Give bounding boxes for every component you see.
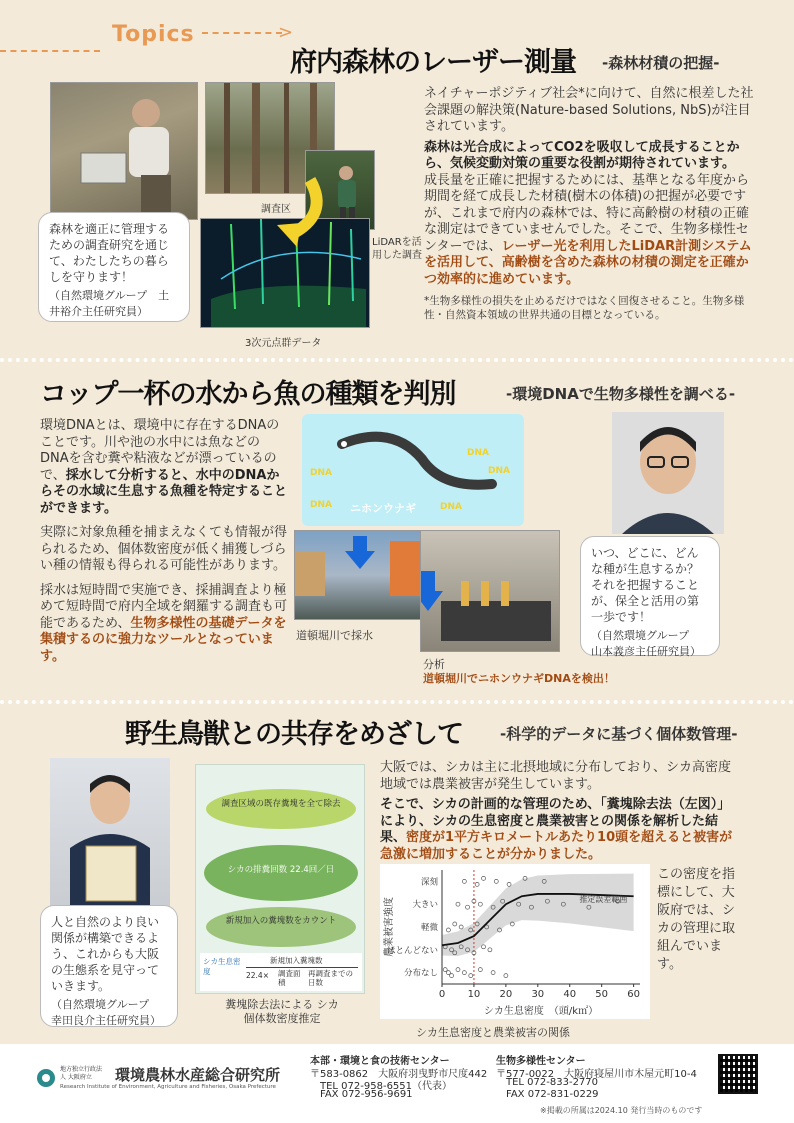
caption-lidar: LiDARを活用した調査 bbox=[372, 237, 422, 261]
chart-x-tick-label: 60 bbox=[627, 989, 640, 1000]
formula-label: シカ生息密度 bbox=[203, 957, 241, 976]
chart-svg bbox=[380, 864, 650, 1019]
chart-point bbox=[504, 974, 508, 978]
dna-label-4: DNA bbox=[310, 500, 332, 510]
researcher2-speech-bubble bbox=[580, 536, 720, 656]
formula-den-a: 22.4× bbox=[246, 971, 269, 980]
arrow-icon: > bbox=[278, 22, 294, 43]
section3-p2-highlight: 密度が1平方キロメートルあたり10頭を超えると被害が急激に増加することが分かりました。 bbox=[380, 830, 733, 862]
section1-subtitle: -森林材積の把握- bbox=[602, 54, 720, 72]
dna-label-3: DNA bbox=[488, 466, 510, 476]
fecal-removal-diagram bbox=[195, 764, 365, 994]
diagram-step1: 調査区域の既存糞塊を全て除去 bbox=[206, 789, 356, 829]
topics-label: Topics bbox=[112, 22, 195, 47]
bubble1-text: 森林を適正に管理するための調査研究を通じて、わたしたちの暮らしを守ります！ bbox=[49, 222, 170, 284]
org-logo-icon bbox=[36, 1068, 56, 1088]
chart-point bbox=[443, 968, 447, 972]
section1-intro: ネイチャーポジティブ社会*に向けて、自然に根差した社会課題の解決策(Nature-based Solutions, NbS)が注目されています。 bbox=[424, 86, 754, 134]
section2-p2: 実際に対象魚種を捕まえなくても情報が得られるため、個体数密度が低く捕獲しづらい種の情報も得られる可能性があります。 bbox=[40, 525, 288, 573]
chart-point bbox=[494, 879, 498, 883]
chart-x-tick-label: 10 bbox=[467, 989, 481, 1000]
caption-point-cloud: 3次元点群データ bbox=[245, 338, 322, 349]
chart-x-tick-label: 0 bbox=[438, 989, 446, 1000]
section1-body-a: 成長量を正確に把握するためには、基準となる年度から期間を経て成長した材積(樹木の体積)の把握が必要ですが、これまで府内の森林では、特に高齢樹の材積の正確な測定はできていませんでした。そこで、生物多様性センターでは、 bbox=[424, 172, 750, 254]
section2-p1-b: 採水して分析すると、水中のDNAからその水域に生息する魚種を特定することができます。 bbox=[40, 467, 288, 516]
yellow-arrow-icon bbox=[255, 175, 335, 255]
chart-point bbox=[462, 879, 466, 883]
dotonbori-river-photo bbox=[294, 530, 424, 620]
chart-x-tick-label: 40 bbox=[563, 989, 577, 1000]
section1-body bbox=[424, 86, 759, 322]
edna-illustration bbox=[302, 414, 524, 526]
chart-point bbox=[456, 968, 460, 972]
diagram-step2: シカの排糞回数 22.4回／日 bbox=[204, 845, 358, 901]
section3-subtitle: -科学的データに基づく個体数管理- bbox=[500, 725, 738, 743]
bio-tel: TEL 072-833-2770 bbox=[506, 1077, 599, 1088]
chart-point bbox=[478, 902, 482, 906]
section2-subtitle: -環境DNAで生物多様性を調べる- bbox=[506, 385, 736, 403]
section-divider-2 bbox=[0, 700, 794, 704]
section2-p3-b: 生物多様性の基礎データを集積するのに強力なツールとなっています。 bbox=[40, 615, 287, 664]
chart-point bbox=[453, 922, 457, 926]
dna-label-1: DNA bbox=[310, 468, 332, 478]
diagram-caption: 糞塊除去法による シカ個体数密度推定 bbox=[225, 998, 339, 1025]
section1-body-highlight: レーザー光を利用したLiDAR計測システムを活用して、高齢樹を含めた森林の材積の測定を正確かつ効率的に進めています。 bbox=[424, 238, 752, 287]
chart-x-tick-label: 50 bbox=[595, 989, 609, 1000]
chart-y-tick-label: 深刻 bbox=[420, 877, 438, 888]
researcher-field-photo bbox=[50, 82, 198, 220]
chart-y-tick-label: 大きい bbox=[412, 900, 438, 911]
formula-den-c: 再調査までの日数 bbox=[308, 969, 353, 987]
section1-title: 府内森林のレーザー測量 bbox=[290, 47, 576, 78]
chart-error-band bbox=[442, 874, 634, 956]
footer bbox=[0, 1044, 794, 1123]
caption-result: 道頓堀川でニホンウナギDNAを検出！ bbox=[423, 672, 615, 685]
org-name: 環境農林水産総合研究所 bbox=[115, 1066, 281, 1084]
chart-y-label: 農業被害強度 bbox=[384, 897, 395, 957]
dna-label-2: DNA bbox=[467, 448, 489, 458]
section1-lead: 森林は光合成によってCO2を吸収して成長することから、気候変動対策の重要な役割が期待されています。 bbox=[424, 139, 740, 171]
section2-p3-a: 採水は短時間で実施でき、採捕調査より極めて短時間で府内全域を網羅する調査も可能であるため、 bbox=[40, 582, 288, 631]
bubble3-text: 人と自然のより良い関係が構築できるよう、これからも大阪の生態系を見守っていきます。 bbox=[51, 915, 160, 993]
chart-point bbox=[491, 971, 495, 975]
chart-point bbox=[482, 876, 486, 880]
chart-point bbox=[469, 974, 473, 978]
section3-p3: この密度を指標にして、大阪府では、シカの管理に取組んでいます。 bbox=[657, 867, 736, 972]
researcher2-portrait bbox=[612, 412, 724, 534]
chart-y-tick-label: 分布なし bbox=[403, 968, 438, 979]
chart-point bbox=[459, 925, 463, 929]
chart-caption: シカ生息密度と農業被害の関係 bbox=[416, 1026, 570, 1039]
chart-x-label: シカ生息密度 （頭/k㎡） bbox=[483, 1006, 599, 1017]
chart-point bbox=[482, 945, 486, 949]
section1-footnote: *生物多様性の損失を止めるだけではなく回復させること。生物多様性・自然資本領域の世界共通の目標となっている。 bbox=[424, 295, 745, 321]
eel-label: ニホンウナギ bbox=[350, 502, 416, 515]
bubble1-name: （自然環境グループ 土井裕介主任研究員） bbox=[49, 289, 170, 318]
chart-point bbox=[478, 968, 482, 972]
bio-fax: FAX 072-831-0229 bbox=[506, 1089, 599, 1100]
formula-numerator: 新規加入糞塊数 bbox=[270, 956, 323, 965]
chart-y-tick-label: 軽微 bbox=[420, 923, 438, 933]
bio-title: 生物多様性センター bbox=[496, 1056, 586, 1067]
section-divider bbox=[0, 358, 794, 362]
formula-line bbox=[246, 967, 358, 968]
section2-title: コップ一杯の水から魚の種類を判別 bbox=[40, 379, 456, 410]
chart-point bbox=[462, 971, 466, 975]
bio-address: 〒577-0022 大阪府寝屋川市木屋元町10-4 bbox=[496, 1069, 697, 1080]
formula-den-b: 調査面積 bbox=[278, 969, 301, 987]
diagram-step3: 新規加入の糞塊数をカウント bbox=[206, 907, 356, 947]
section3-p2-a: そこで、シカの計画的な管理のため、「糞塊除去法（左図）」により、シカの生息密度と農業被害との関係を解析した結果、 bbox=[380, 797, 731, 845]
hq-fax: FAX 072-956-9691 bbox=[320, 1089, 413, 1100]
org-small: 地方独立行政法人 大阪府立 bbox=[60, 1066, 103, 1081]
section2-body bbox=[40, 418, 288, 665]
bubble3-name: （自然環境グループ 幸田良介主任研究員） bbox=[51, 998, 161, 1027]
chart-x-tick-label: 30 bbox=[531, 989, 545, 1000]
section3-body bbox=[380, 760, 740, 863]
caption-survey-area: 調査区 bbox=[261, 204, 291, 215]
chart-point bbox=[466, 905, 470, 909]
researcher3-speech-bubble bbox=[40, 905, 178, 1027]
chart-point bbox=[446, 928, 450, 932]
bubble2-text: いつ、どこに、どんな種が生息するか？それを把握することが、保全と活用の第一歩です！ bbox=[591, 546, 700, 624]
chart-annotation: 推定誤差範囲 bbox=[579, 894, 628, 904]
section3-p1: 大阪では、シカは主に北摂地域に分布しており、シカ高密度地域では農業被害が発生しています。 bbox=[380, 760, 732, 792]
qr-code[interactable] bbox=[718, 1054, 758, 1094]
org-en: Research Institute of Environment, Agriculture and Fisheries, Osaka Prefecture bbox=[60, 1084, 276, 1090]
density-formula bbox=[200, 953, 362, 991]
hq-title: 本部・環境と食の技術センター bbox=[310, 1056, 450, 1067]
researcher3-portrait bbox=[50, 758, 170, 908]
bubble2-name: （自然環境グループ 山本義彦主任研究員） bbox=[591, 629, 701, 658]
chart-x-tick-label: 20 bbox=[499, 989, 513, 1000]
density-damage-chart bbox=[380, 864, 650, 1019]
caption-river: 道頓堀川で採水 bbox=[296, 629, 373, 642]
chart-y-tick-label: ほとんどない bbox=[386, 945, 438, 956]
chart-point bbox=[450, 974, 454, 978]
chart-point bbox=[488, 948, 492, 952]
chart-point bbox=[475, 882, 479, 886]
chart-point bbox=[456, 902, 460, 906]
dna-label-5: DNA bbox=[440, 502, 462, 512]
chart-point bbox=[507, 882, 511, 886]
footer-note: ※掲載の所属は2024.10 発行当時のものです bbox=[540, 1106, 703, 1115]
researcher1-speech-bubble bbox=[38, 212, 190, 322]
chart-point bbox=[446, 971, 450, 975]
hq-tel: TEL 072-958-6551（代表） bbox=[320, 1081, 453, 1092]
topics-dash-left bbox=[0, 50, 100, 52]
lab-analysis-photo bbox=[420, 530, 560, 652]
section2-p1-a: 環境DNAとは、環境中に存在するDNAのことです。川や池の水中には魚などのDNAを含む糞や粘液などが漂っているので、 bbox=[40, 418, 280, 483]
caption-analysis: 分析 bbox=[423, 658, 445, 671]
section3-title: 野生鳥獣との共存をめざして bbox=[125, 719, 463, 750]
hq-address: 〒583-0862 大阪府羽曳野市尺度442 bbox=[310, 1069, 488, 1080]
topics-dash-right bbox=[202, 32, 282, 34]
